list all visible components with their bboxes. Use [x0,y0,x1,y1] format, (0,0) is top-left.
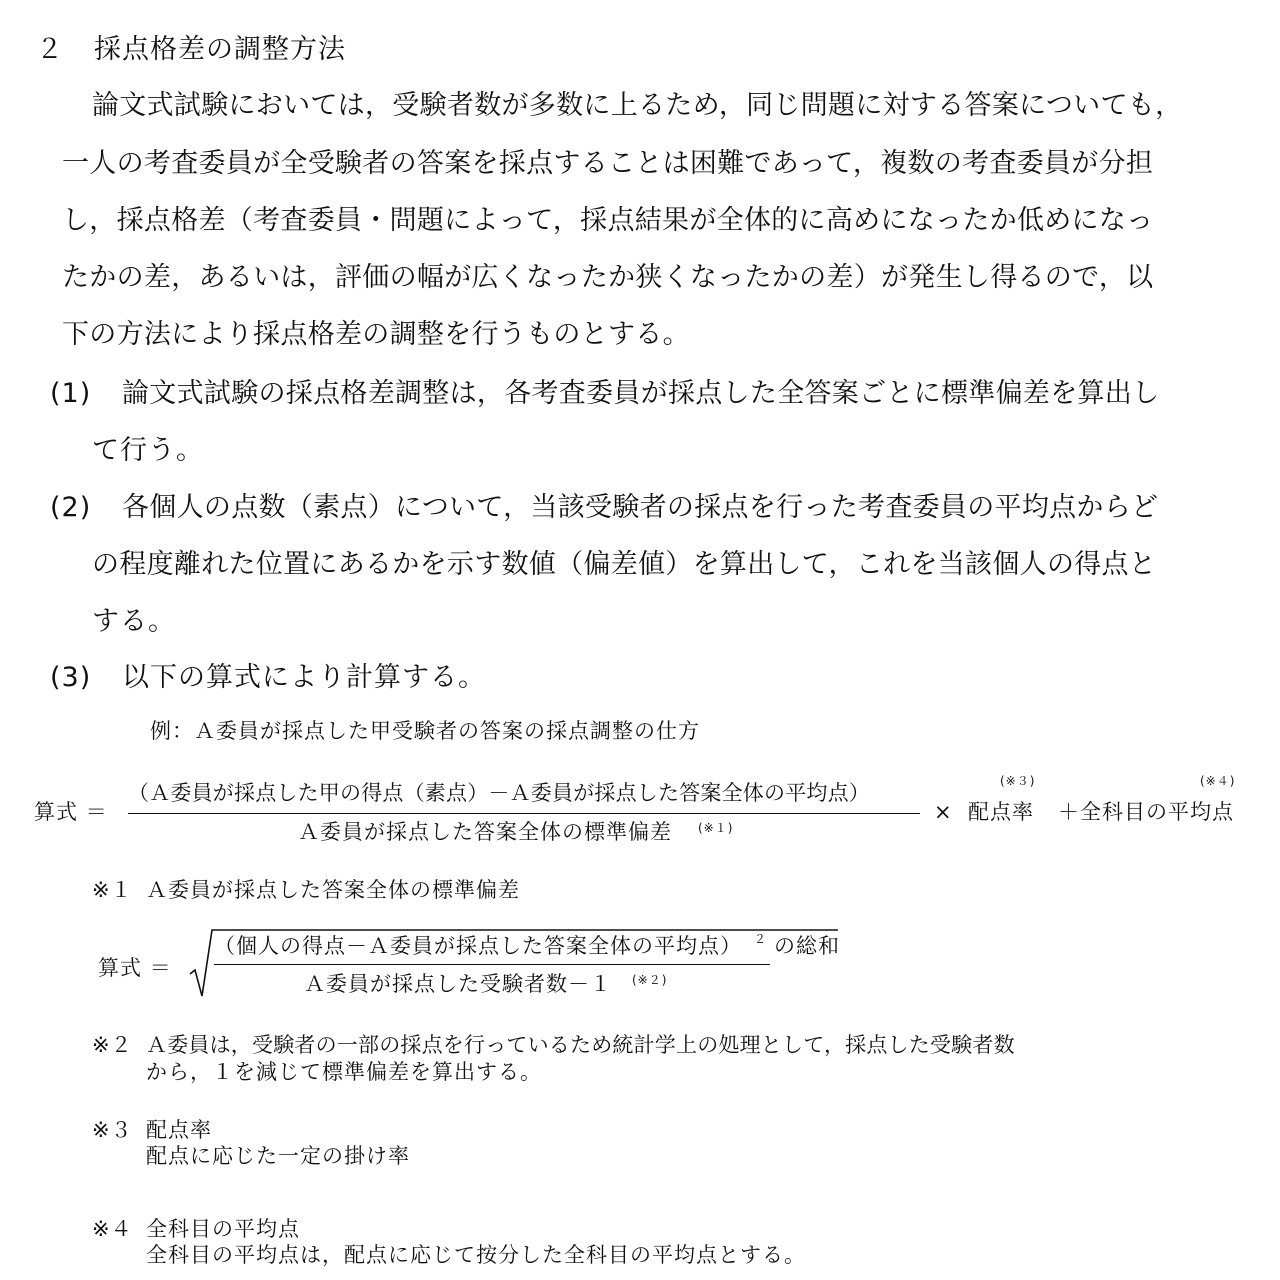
formula-numerator: （Ａ委員が採点した甲の得点（素点）－Ａ委員が採点した答案全体の平均点） [128,781,870,805]
note-text: 全科目の平均点は，配点に応じて按分した全科目の平均点とする。 [146,1243,806,1267]
intro-line: 下の方法により採点格差の調整を行うものとする。 [62,319,690,350]
fraction-bar [128,813,920,814]
rate-term: 配点率 [968,800,1034,824]
formula-lhs: 算式 ＝ [98,956,172,980]
item-line: の程度離れた位置にあるかを示す数値（偏差値）を算出して，これを当該個人の得点と [92,549,1157,580]
formula-numerator: （個人の得点－Ａ委員が採点した答案全体の平均点） [214,934,742,958]
formula-denominator: Ａ委員が採点した答案全体の標準偏差 [298,820,672,844]
item-number: (3) [50,662,92,693]
item-line: て行う。 [92,435,204,466]
footnote-ref: (※３) [1000,774,1036,788]
note-label: ※１ [92,878,133,902]
note-text: から，１を減じて標準偏差を算出する。 [146,1060,542,1084]
sum-label: の総和 [774,934,840,958]
fraction-bar [214,964,770,965]
formula-denominator: Ａ委員が採点した受験者数－１ [304,972,612,996]
item-line: 各個人の点数（素点）について，当該受験者の採点を行った考査委員の平均点からど [122,492,1159,523]
note-title: 配点率 [146,1118,212,1142]
section-number: ２ [36,34,64,65]
item-line: する。 [92,606,176,637]
item-number: (1) [50,378,92,409]
intro-line: し，採点格差（考査委員・問題によって，採点結果が全体的に高めになったか低めになっ [62,205,1154,236]
example-caption: 例：Ａ委員が採点した甲受験者の答案の採点調整の仕方 [150,719,700,743]
formula-lhs: 算式 ＝ [34,800,108,824]
note-title: 全科目の平均点 [146,1217,300,1241]
intro-line: たかの差，あるいは，評価の幅が広くなったか狭くなったかの差）が発生し得るので，以 [62,262,1154,293]
plus-term: ＋全科目の平均点 [1058,800,1234,824]
note-text: Ａ委員が採点した答案全体の標準偏差 [146,878,520,902]
footnote-ref: (※２) [632,973,668,987]
note-label: ※４ [92,1217,133,1241]
item-line: 以下の算式により計算する。 [122,662,486,693]
exponent: ２ [754,932,768,946]
intro-line: 論文式試験においては，受験者数が多数に上るため，同じ問題に対する答案についても， [92,90,1183,121]
intro-line: 一人の考査委員が全受験者の答案を採点することは困難であって，複数の考査委員が分担 [62,148,1154,179]
note-label: ※３ [92,1118,133,1142]
note-label: ※２ [92,1033,133,1057]
note-text: 配点に応じた一定の掛け率 [146,1144,410,1168]
section-title: 採点格差の調整方法 [94,34,346,65]
note-text: Ａ委員は，受験者の一部の採点を行っているため統計学上の処理として，採点した受験者数 [146,1033,1015,1057]
footnote-ref: (※４) [1200,774,1236,788]
times-sign: × [934,800,953,824]
footnote-ref: (※１) [698,821,734,835]
item-line: 論文式試験の採点格差調整は，各考査委員が採点した全答案ごとに標準偏差を算出し [122,378,1160,409]
item-number: (2) [50,492,92,523]
